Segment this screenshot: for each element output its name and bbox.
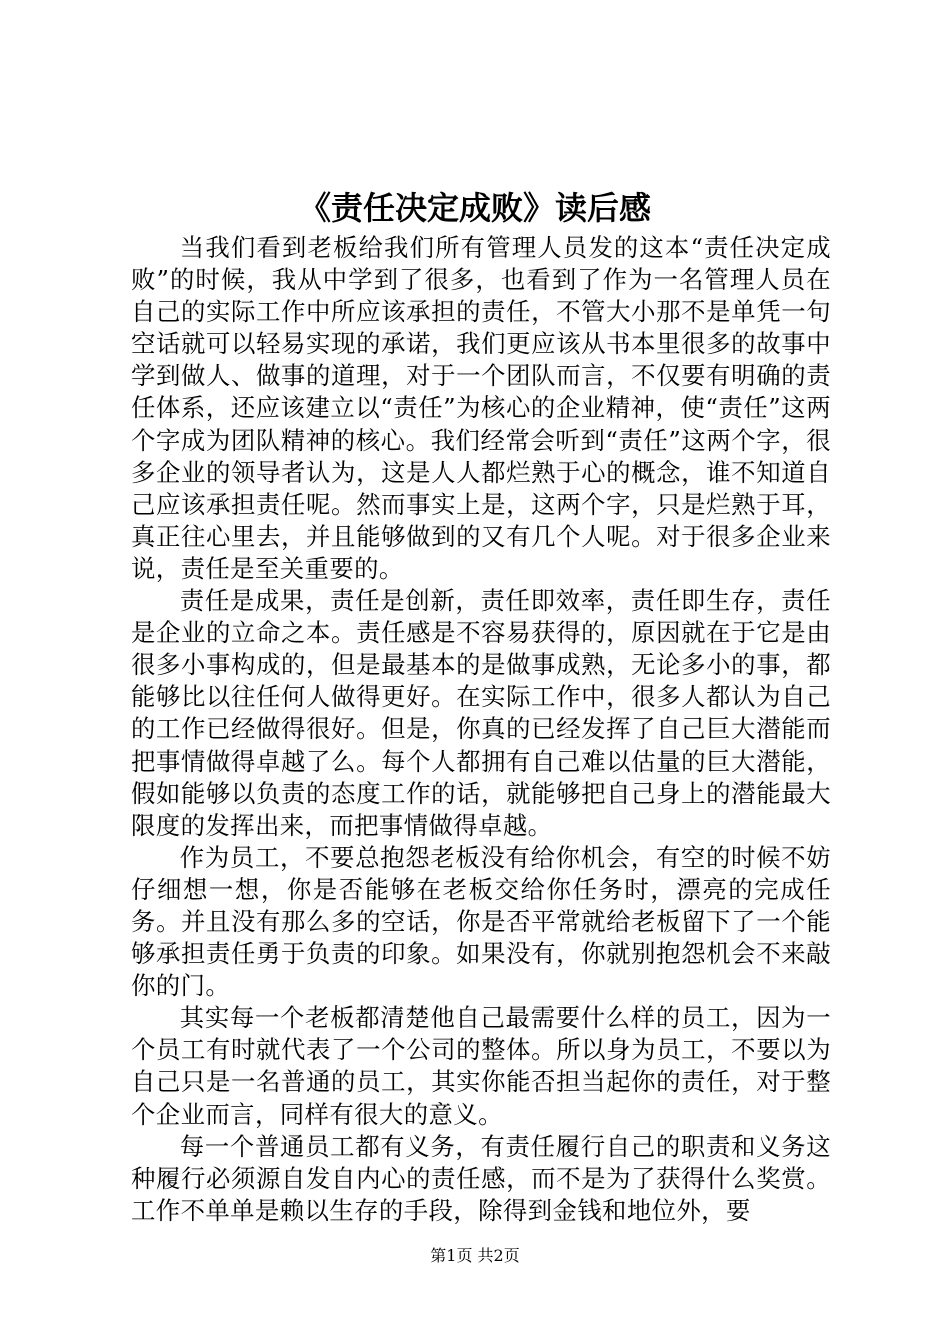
paragraph-5: 每一个普通员工都有义务，有责任履行自己的职责和义务这种履行必须源自发自内心的责任感，而不是为了获得什么奖赏。工作不单单是赖以生存的手段，除得到金钱和地位外，要 [131, 1131, 831, 1225]
document-title: 《责任决定成败》读后感 [298, 189, 651, 227]
paragraph-1: 当我们看到老板给我们所有管理人员发的这本“责任决定成败”的时候，我从中学到了很多，也看到了作为一名管理人员在自己的实际工作中所应该承担的责任，不管大小那不是单凭一句空话就可以轻易实现的承诺，我们更应该从书本里很多的故事中学到做人、做事的道理，对于一个团队而言，不仅要有明确的责任体系，还应该建立以“责任”为核心的企业精神，使“责任”这两个字成为团队精神的核心。我们经常会听到“责任”这两个字，很多企业的领导者认为，这是人人都烂熟于心的概念，谁不知道自己应该承担责任呢。然而事实上是，这两个字，只是烂熟于耳，真正往心里去，并且能够做到的又有几个人呢。对于很多企业来说，责任是至关重要的。 [131, 233, 831, 583]
document-body [131, 232, 831, 1227]
paragraph-3: 作为员工，不要总抱怨老板没有给你机会，有空的时候不妨仔细想一想，你是否能够在老板交给你任务时，漂亮的完成任务。并且没有那么多的空话，你是否平常就给老板留下了一个能够承担责任勇于负责的印象。如果没有，你就别抱怨机会不来敲你的门。 [131, 842, 831, 1001]
page-footer: 第1页 共2页 [430, 1246, 520, 1265]
paragraph-2: 责任是成果，责任是创新，责任即效率，责任即生存，责任是企业的立命之本。责任感是不容易获得的，原因就在于它是由很多小事构成的，但是最基本的是做事成熟，无论多小的事，都能够比以往任何人做得更好。在实际工作中，很多人都认为自己的工作已经做得很好。但是，你真的已经发挥了自己巨大潜能而把事情做得卓越了么。每个人都拥有自己难以估量的巨大潜能，假如能够以负责的态度工作的话，就能够把自己身上的潜能最大限度的发挥出来，而把事情做得卓越。 [131, 586, 831, 840]
paragraph-4: 其实每一个老板都清楚他自己最需要什么样的员工，因为一个员工有时就代表了一个公司的整体。所以身为员工，不要以为自己只是一名普通的员工，其实你能否担当起你的责任，对于整个企业而言，同样有很大的意义。 [131, 1003, 831, 1129]
